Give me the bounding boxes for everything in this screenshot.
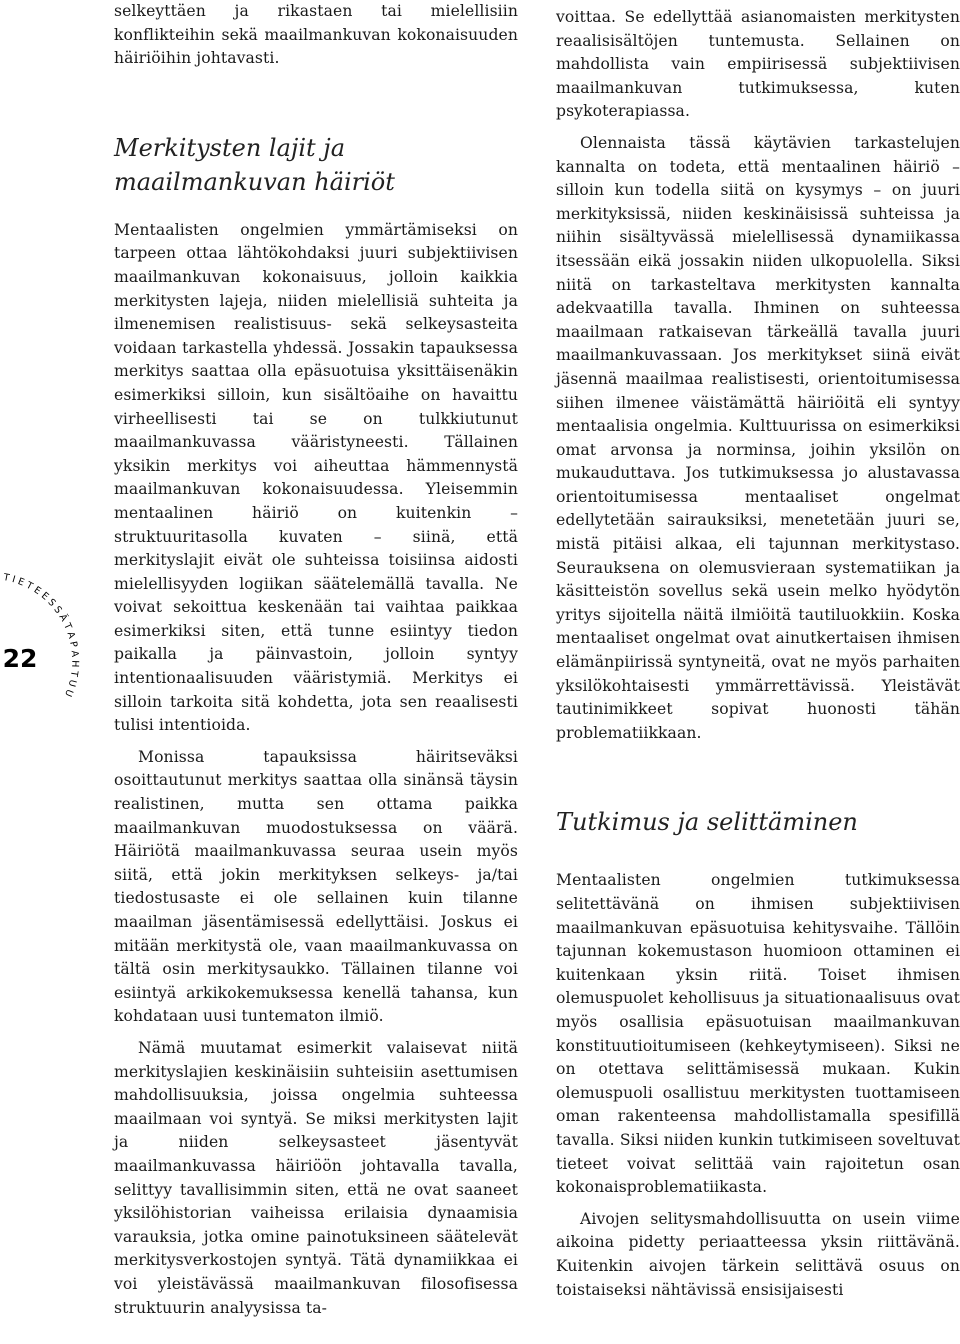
paragraph: Aivojen selitysmahdollisuutta on usein viime aikoina pidetty periaatteessa yksin riittävänä. Kuitenkin aivojen tärkein selittävä osuus on toistaiseksi nähtävissä ensisijaisesti	[556, 1209, 960, 1299]
right-column	[556, 6, 960, 1302]
paragraph: Olennaista tässä käytävien tarkastelujen kannalta on todeta, että mentaalinen häiriö – silloin kun todella siitä on kysymys – on juuri merkityksissä, niiden keskinäisissä suhteissa ja niihin sisältyvässä mielellisessä dynamiikassa itsessään eikä jossakin niiden ulkopuolella. Siksi niitä on tarkasteltava merkitysten kannalta adekvaatilla tavalla. Ihminen on suhteessa maailmaan ratkaisevan tärkeällä tavalla juuri maailmankuvassaan. Jos merkitykset siinä eivät jäsennä maailmaa realistisesti, orientoitumisessa siihen ilmenee väistämättä häiriöitä eli syntyy mentaalisia ongelmia. Kulttuurissa on esimerkiksi omat arvonsa ja norminsa, joihin yksilön on mukauduttava. Jos tutkimuksessa jo alustavassa orientoitumisessa mentaaliset ongelmat edellytetään sairauksiksi, menetetään juuri se, mistä pitäisi alkaa, eli tajunnan merkitystaso. Seurauksena on olemusvieraan systematiikan ja käsitteistön sovellus sekä usein melko hyödytön yritys sijoitella näitä ilmiöitä tautiluokkiin. Koska mentaaliset ongelmat ovat ainutkertaisen ihmisen elämänpiirissä syntyneitä, ovat ne myös parhaiten yksilökohtaisesti ymmärrettävissä. Yleistävät tautinimikkeet sopivat huonosti tähän problematiikkaan.	[556, 133, 960, 742]
left-column	[114, 0, 518, 1320]
page-number: 22	[2, 644, 38, 673]
paragraph: Mentaalisten ongelmien ymmärtämiseksi on tarpeen ottaa lähtökohdaksi juuri subjektiivisen maailmankuvan kokonaisuus, jolloin kaikkia merkitysten lajeja, niiden mielellisiä suhteita ja ilmenemisen realistisuus- sekä selkeysasteita voidaan tarkastella yhdessä. Jossakin tapauksessa merkitys saattaa olla epäsuotuisa yksittäisenäkin esimerkiksi silloin, kun sisältöaihe on havaittu virheellisesti tai se on tulkkiutunut maailmankuvassa vääristyneesti. Tällainen yksikin merkitys voi aiheuttaa hämmennystä maailmankuvan kokonaisuudessa. Yleisemmin mentaalinen häiriö on kuitenkin – struktuuritasolla kuvaten – siinä, että merkityslajit eivät ole suhteissa toisiinsa aidosti mielellisyyden logiikan säätelemällä tavalla. Ne voivat sekoittua keskenään tai vaihtaa paikkaa esimerkiksi siten, että tunne esiintyy tiedon paikalla ja päinvastoin, jolloin syntyy intentionaalisuuden vääristymiä. Merkitys ei silloin tarkoita sitä kohdetta, jota sen reaalisesti tulisi intentioida.	[114, 220, 518, 735]
page-margin-marker	[0, 560, 100, 760]
paragraph-continued: selkeyttäen ja rikastaen tai mielellisiin konflikteihin sekä maailmankuvan kokonaisuuden häiriöihin johtavasti.	[114, 2, 518, 68]
paragraph: Nämä muutamat esimerkit valaisevat niitä merkityslajien keskinäisiin suhteisiin asettumisen mahdollisuuksia, joissa ongelmia suhteessa maailmaan voi syntyä. Se miksi merkitysten lajit ja niiden selkeysasteet jäsentyvät maailmankuvassa häiriöön johtavalla tavalla, selittyy tavallisimmin siten, että ne ovat saaneet yksilöhistorian vaiheissa erilaisia dynaamisia varauksia, jotka omine painotuksineen säätelevät merkitysverkostojen syntyä. Tätä dynamiikkaa ei voi yleistävässä maailmankuvan filosofisessa struktuurin analyysissa ta-	[114, 1038, 518, 1317]
paragraph-continued: voittaa. Se edellyttää asianomaisten merkitysten reaalisisältöjen tuntemusta. Sellainen on mahdollista vain empiirisessä subjektiivisen maailmankuvan tutkimuksessa, kuten psykoterapiassa.	[556, 8, 960, 121]
paragraph: Mentaalisten ongelmien tutkimuksessa selitettävänä on ihmisen subjektiivisen maailmankuvan epäsuotuisa kehitysvaihe. Tällöin tajunnan kokemustason huomioon ottaminen ei kuitenkaan yksin riitä. Toiset ihmisen olemuspuolet kehollisuus ja situationaalisuus ovat myös osallisia epäsuotuisan maailmankuvan konstituutioitumiseen (kehkeytymiseen). Siksi ne on otettava selittämisessä mukaan. Kukin olemuspuoli osallistuu merkitysten tuottamiseen oman rakenteensa mahdollistamalla spesifillä tavalla. Siksi niiden kunkin tutkimiseen soveltuvat tieteet voivat selittää vain rajoitetun osan kokonaisproblematiikasta.	[556, 871, 960, 1197]
running-title-text: T I E T E E S S Ä T A P A H T U U	[2, 572, 81, 699]
paragraph: Monissa tapauksissa häiritseväksi osoittautunut merkitys saattaa olla sinänsä täysin realistinen, mutta sen ottama paikka maailmankuvan muodostuksessa on väärä. Häiriötä maailmankuvassa seuraa usein myös siitä, että jokin merkityksen selkeys- ja/tai tiedostusaste ei ole sellainen kuin tilanne maailman jäsentämisessä edellyttäisi. Joskus ei mitään merkitystä ole, vaan maailmankuvassa on tältä osin merkitysaukko. Tällainen tilanne voi esiintyä arkikokemuksessa kenellä tahansa, kun kohdataan uusi tuntematon ilmiö.	[114, 747, 518, 1026]
section-heading: Tutkimus ja selittäminen	[556, 808, 858, 837]
section-heading: Merkitysten lajit ja maailmankuvan häiriöt	[114, 133, 395, 196]
